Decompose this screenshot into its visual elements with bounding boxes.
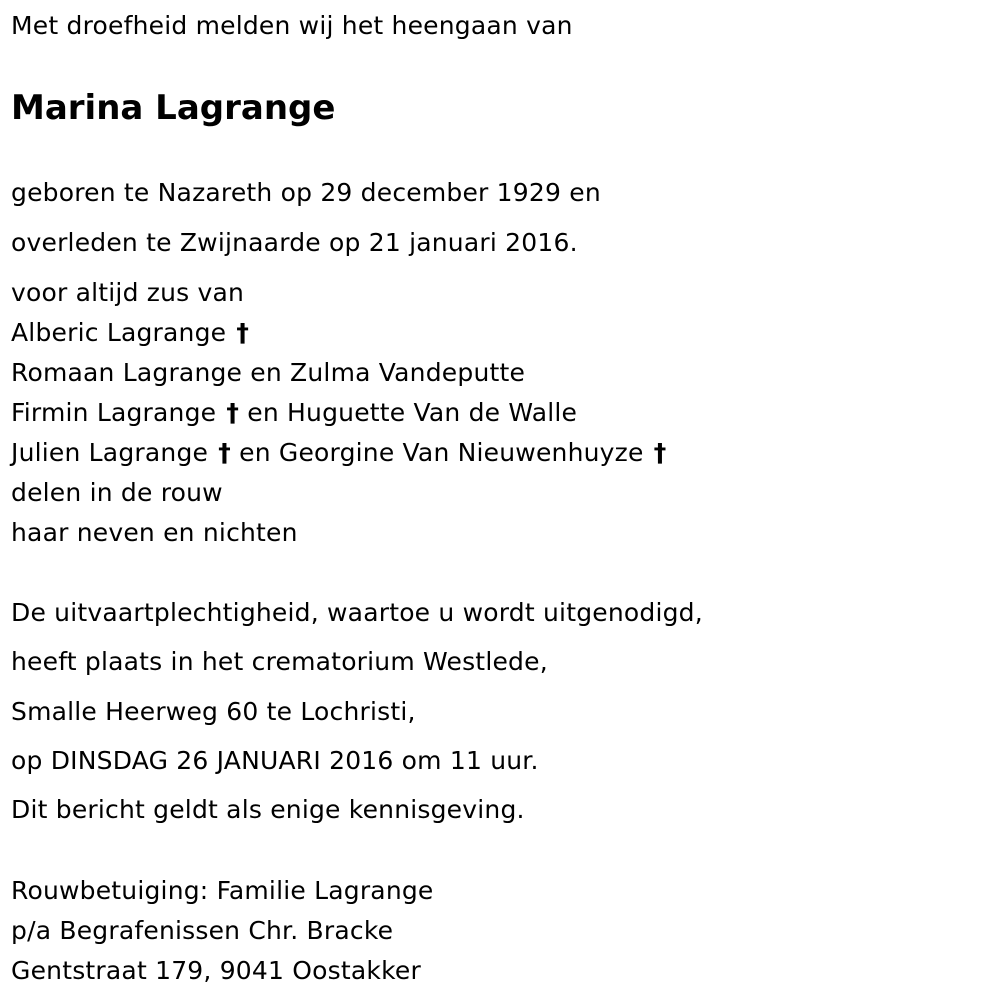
relative-name: Firmin Lagrange [11, 398, 217, 427]
relative-partner: en Georgine Van Nieuwenhuyze [239, 438, 644, 467]
relative-name: Julien Lagrange [11, 438, 209, 467]
condolence-line-1: Rouwbetuiging: Familie Lagrange [11, 876, 434, 905]
condolence-line-3: Gentstraat 179, 9041 Oostakker [11, 956, 421, 985]
cross-icon: † [236, 318, 250, 347]
deceased-name: Marina Lagrange [11, 88, 336, 128]
ceremony-line-2: heeft plaats in het crematorium Westlede, [11, 647, 548, 676]
mourn-line-2: haar neven en nichten [11, 518, 298, 547]
condolence-line-2: p/a Begrafenissen Chr. Bracke [11, 916, 394, 945]
relative-line-2: Romaan Lagrange en Zulma Vandeputte [11, 358, 526, 387]
cross-icon: † [218, 438, 231, 467]
relative-line-4 [11, 438, 666, 468]
mourn-line-1: delen in de rouw [11, 478, 223, 507]
birth-text: geboren te Nazareth op 29 december 1929 en [11, 178, 601, 207]
relative-name: Alberic Lagrange [11, 318, 227, 347]
relative-line-3 [11, 398, 577, 428]
cross-icon: † [226, 398, 240, 427]
cross-icon: † [653, 438, 667, 467]
relative-line-1 [11, 318, 249, 348]
ceremony-line-3: Smalle Heerweg 60 te Lochristi, [11, 697, 416, 726]
relatives-intro: voor altijd zus van [11, 278, 245, 307]
notice-text: Dit bericht geldt als enige kennisgeving. [11, 795, 525, 824]
ceremony-line-4: op DINSDAG 26 JANUARI 2016 om 11 uur. [11, 746, 539, 775]
intro-text: Met droefheid melden wij het heengaan van [11, 11, 573, 40]
ceremony-line-1: De uitvaartplechtigheid, waartoe u wordt uitgenodigd, [11, 598, 703, 627]
death-text: overleden te Zwijnaarde op 21 januari 2016. [11, 228, 578, 257]
relative-partner: en Huguette Van de Walle [247, 398, 578, 427]
